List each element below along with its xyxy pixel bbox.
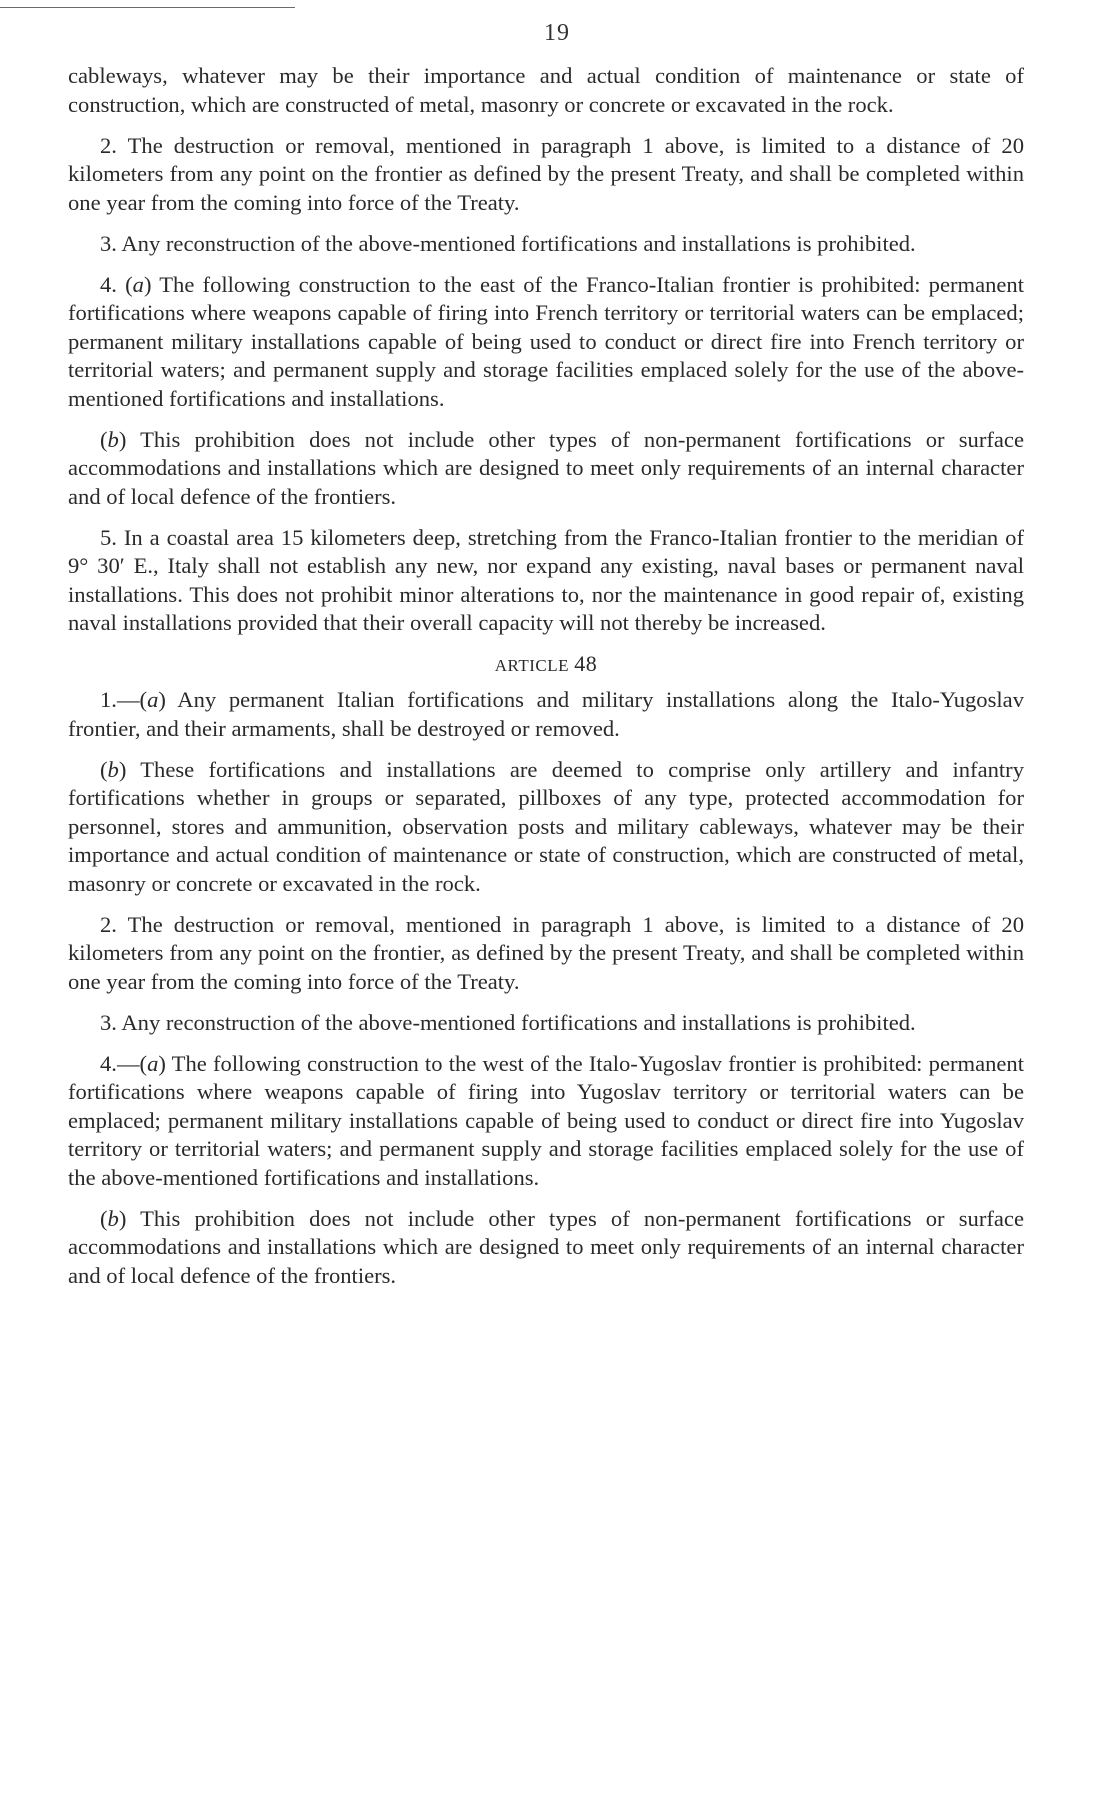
paragraph-letter: a	[147, 687, 159, 712]
paragraph-text: ) This prohibition does not include other types of non-permanent fortifications or surface accommodations and installations which are designed to meet only requirements of an internal character and of local defence of the frontiers.	[68, 1205, 1024, 1288]
article48-paragraph-4a	[68, 1050, 1024, 1193]
paragraph-letter: b	[107, 426, 119, 452]
paragraph-text: ) This prohibition does not include other types of non-permanent fortifications or surface accommodations and installations which are designed to meet only requirements of an internal character and of local defence of the frontiers.	[68, 426, 1024, 509]
article48-paragraph-2: 2. The destruction or removal, mentioned in paragraph 1 above, is limited to a distance of 20 kilometers from any point on the frontier, as defined by the present Treaty, and shall be completed within one year from the coming into force of the Treaty.	[68, 911, 1024, 994]
paragraph-text: ) Any permanent Italian fortifications and military installations along the Italo-Yugoslav frontier, and their armaments, shall be destroyed or removed.	[68, 687, 1024, 741]
article-heading-word: article	[494, 651, 569, 677]
article47-paragraph-3: 3. Any reconstruction of the above-mentioned fortifications and installations is prohibited.	[100, 230, 916, 256]
paragraph-prefix: (	[100, 756, 108, 782]
article-heading-number: 48	[574, 651, 598, 676]
article47-continued-paragraph: cableways, whatever may be their importance and actual condition of maintenance or state of construction, which are constructed of metal, masonry or concrete or excavated in the rock.	[68, 63, 1024, 117]
article47-paragraph-5: 5. In a coastal area 15 kilometers deep, stretching from the Franco-Italian frontier to the meridian of 9° 30′ E., Italy shall not establish any new, nor expand any existing, naval bases or permanent naval installations. This does not prohibit minor alterations to, nor the maintenance in good repair of, existing naval installations provided that their overall capacity will not thereby be increased.	[68, 524, 1024, 635]
paragraph-letter: b	[107, 1205, 119, 1231]
article47-paragraph-4a	[68, 271, 1024, 414]
paragraph-prefix: 1.—(	[100, 687, 148, 712]
article47-paragraph-2: 2. The destruction or removal, mentioned in paragraph 1 above, is limited to a distance of 20 kilometers from any point on the frontier as defined by the present Treaty, and shall be completed within one year from the coming into force of the Treaty.	[68, 132, 1024, 215]
paragraph-letter: a	[147, 1050, 159, 1076]
article48-paragraph-1a	[68, 686, 1024, 743]
paragraph-text: ) These fortifications and installations are deemed to comprise only artillery and infantry fortifications whether in groups or separated, pillboxes of any type, protected accommodation for personnel, stores and ammunition, observation posts and military cableways, whatever may be their importance and actual condition of maintenance or state of construction, which are constructed of metal, masonry or concrete or excavated in the rock.	[68, 756, 1024, 896]
paragraph-prefix: 4.—(	[100, 1050, 148, 1076]
top-rule	[0, 7, 295, 8]
paragraph-prefix: (	[100, 426, 108, 452]
paragraph-text: ) The following construction to the west of the Italo-Yugoslav frontier is prohibited: permanent fortifications where weapons capable of firing into Yugoslav territory or territorial waters can be emplaced; permanent military installations capable of being used to conduct or direct fire into Yugoslav territory or territorial waters; and permanent supply and storage facilities emplaced solely for the use of the above-mentioned fortifications and installations.	[68, 1050, 1024, 1190]
article48-paragraph-1b	[68, 756, 1024, 899]
paragraph-letter: a	[132, 271, 144, 297]
paragraph-prefix: 4. (	[100, 271, 133, 297]
page-number: 19	[544, 20, 570, 46]
article48-paragraph-3: 3. Any reconstruction of the above-mentioned fortifications and installations is prohibited.	[100, 1009, 916, 1035]
page-body	[68, 62, 1024, 1303]
paragraph-text: ) The following construction to the east of the Franco-Italian frontier is prohibited: permanent fortifications where weapons capable of firing into French territory or territorial waters can be emplaced; permanent military installations capable of being used to conduct or direct fire into French territory or territorial waters; and permanent supply and storage facilities emplaced solely for the use of the above-mentioned fortifications and installations.	[68, 271, 1025, 411]
paragraph-letter: b	[107, 756, 119, 782]
paragraph-prefix: (	[100, 1205, 108, 1231]
article48-paragraph-4b	[68, 1205, 1024, 1291]
article47-paragraph-4b	[68, 426, 1024, 512]
article48-heading	[68, 650, 1024, 680]
